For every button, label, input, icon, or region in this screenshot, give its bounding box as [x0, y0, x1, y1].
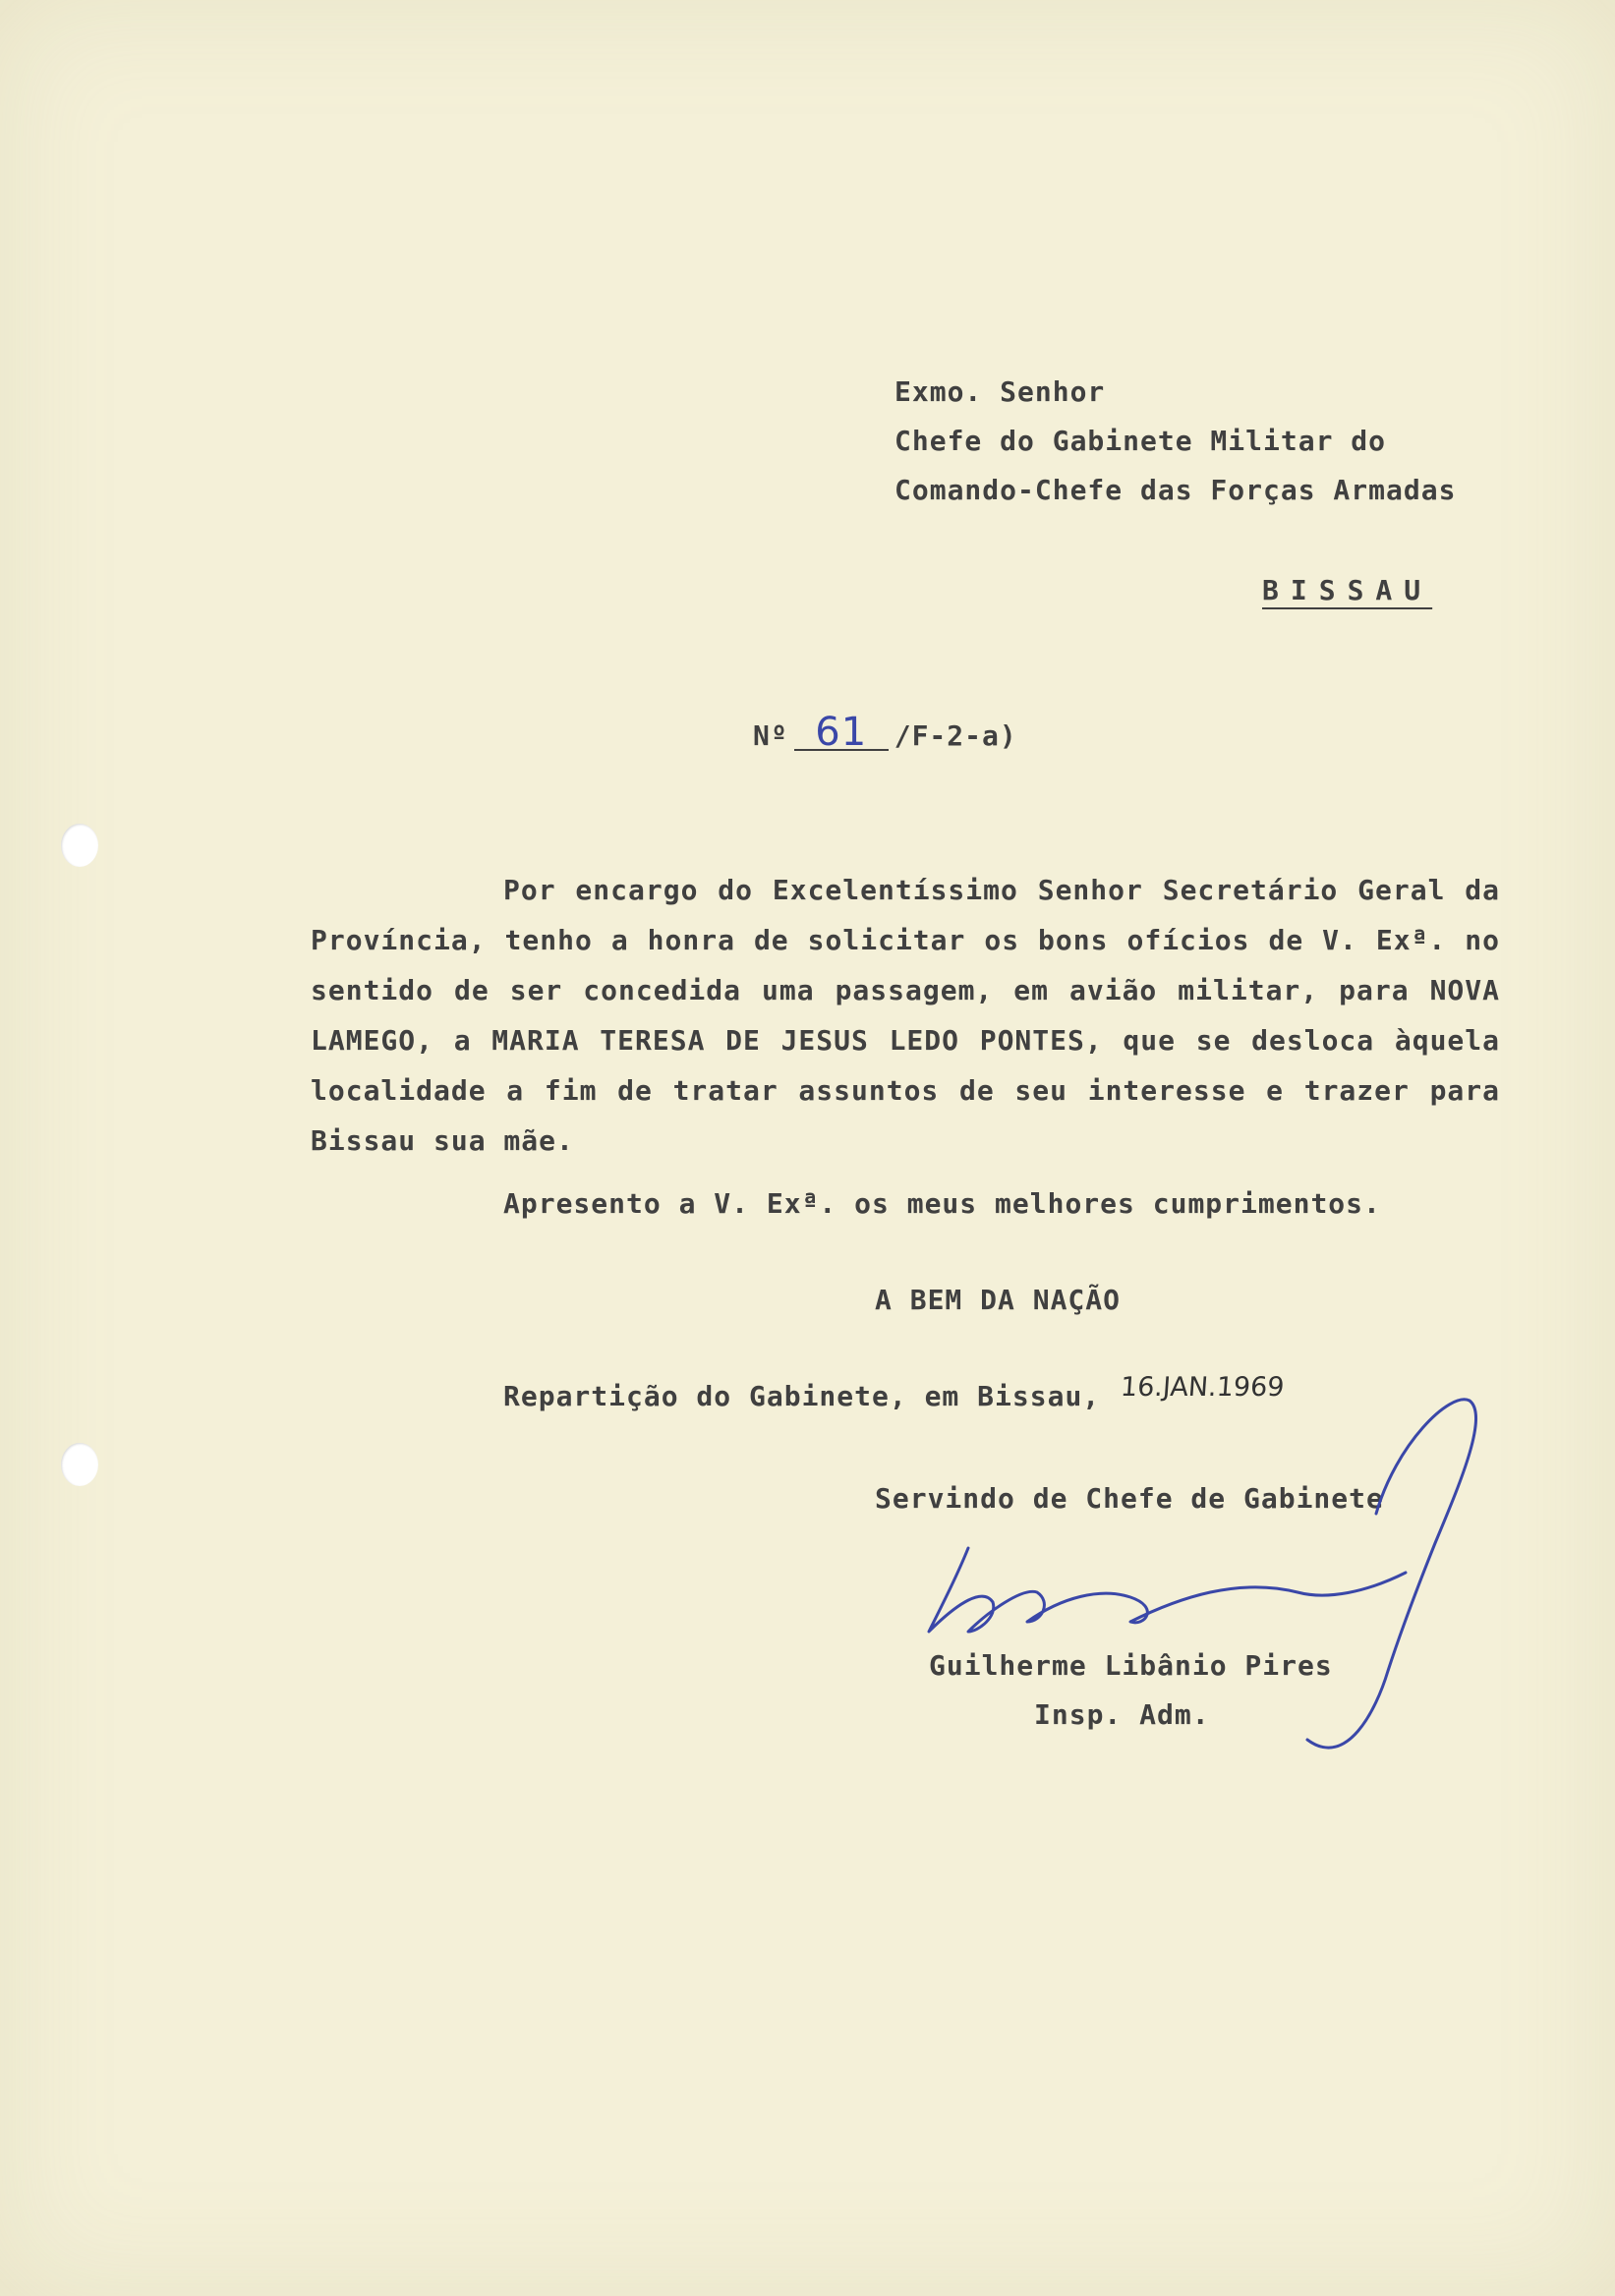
signer-name: Guilherme Libânio Pires [929, 1649, 1333, 1682]
closing-sentence: Apresento a V. Exª. os meus melhores cumprimentos. [503, 1187, 1381, 1220]
reference-number-handwritten: 61 [794, 716, 889, 751]
punch-hole-upper [61, 824, 98, 867]
addressee-salutation: Exmo. Senhor [894, 375, 1106, 408]
body-line: localidade a fim de tratar assuntos de seu interesse e trazer para [311, 1074, 1500, 1107]
reference-number-line [753, 710, 1017, 755]
reference-suffix: /F-2-a) [894, 719, 1017, 752]
date-stamp: 16.JAN.1969 [1119, 1372, 1286, 1403]
addressee-office: Chefe do Gabinete Militar do [894, 425, 1387, 457]
signer-title: Insp. Adm. [1034, 1698, 1210, 1731]
letter-body [311, 865, 1500, 1166]
body-line: Bissau sua mãe. [311, 1124, 574, 1157]
signer-role: Servindo de Chefe de Gabinete [875, 1482, 1384, 1515]
place-line: Repartição do Gabinete, em Bissau, [503, 1380, 1101, 1412]
body-line: Por encargo do Excelentíssimo Senhor Secretário Geral da [503, 874, 1500, 906]
body-line: Província, tenho a honra de solicitar os bons ofícios de V. Exª. no [311, 924, 1500, 956]
body-line: LAMEGO, a MARIA TERESA DE JESUS LEDO PONTES, que se desloca àquela [311, 1024, 1500, 1057]
motto: A BEM DA NAÇÃO [875, 1284, 1122, 1316]
body-line: sentido de ser concedida uma passagem, em avião militar, para NOVA [311, 974, 1500, 1006]
punch-hole-lower [61, 1443, 98, 1486]
addressee-command: Comando-Chefe das Forças Armadas [894, 474, 1457, 506]
addressee-city: BISSAU [1262, 574, 1433, 606]
reference-prefix: Nº [753, 719, 788, 752]
